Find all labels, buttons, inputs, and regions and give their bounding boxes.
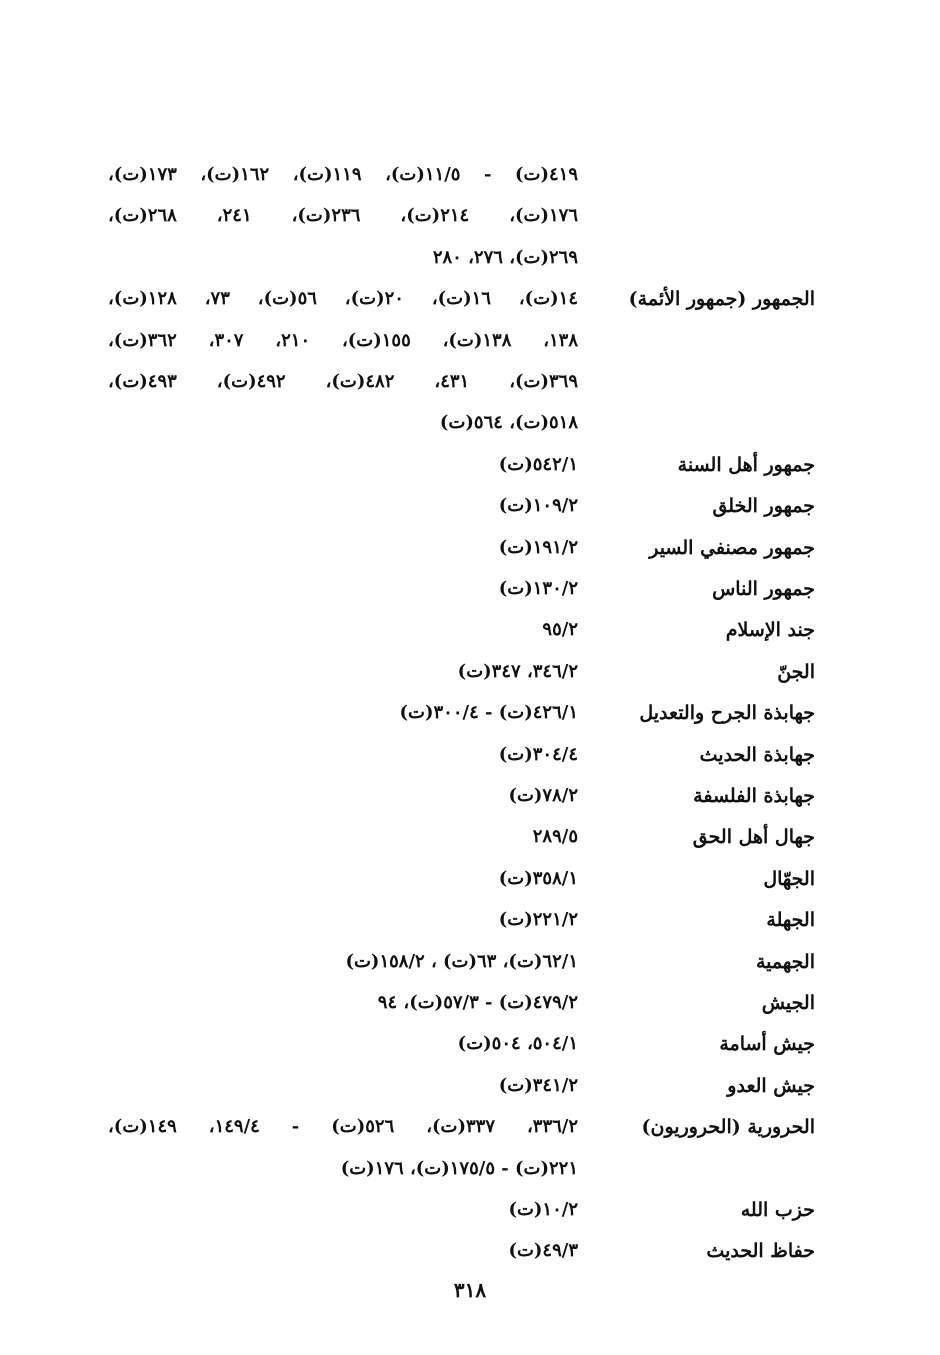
index-term: جهابذة الحديث [699,744,815,766]
index-line [0,445,940,485]
page-references: ١٠٩/٢(ت) [498,495,578,516]
index-line [0,693,940,733]
index-line [0,942,940,982]
page-references: ٩٥/٢ [542,619,578,640]
index-line [0,900,940,940]
index-line [0,279,940,319]
index-term: الجيش [761,992,815,1014]
page-references: ٧٨/٢(ت) [508,785,578,806]
page-references: ٥١٨(ت)، ٥٦٤(ت) [439,412,578,433]
index-term: الجهّال [763,868,815,890]
index-term: جهال أهل الحق [692,826,815,848]
page-references: ١٣٠/٢(ت) [498,578,578,599]
index-term: الجهلة [766,909,815,931]
index-line [0,321,940,361]
page-references: ١٩١/٢(ت) [498,537,578,558]
index-line [0,528,940,568]
index-line [0,155,940,195]
page-number: ٣١٨ [453,1278,487,1302]
index-line [0,403,940,443]
index-line [0,859,940,899]
page-references: ٤٢٦/١(ت) - ٣٠٠/٤(ت) [399,702,578,723]
index-term: جمهور مصنفي السير [649,537,815,559]
page-references: ٦٢/١(ت)، ٦٣(ت) ، ١٥٨/٢(ت) [345,951,578,972]
index-line [0,776,940,816]
index-line [0,1107,940,1147]
index-line [0,652,940,692]
index-line [0,1190,940,1230]
page-references: ٣٠٤/٤(ت) [498,744,578,765]
index-term: الحرورية (الحروريون) [641,1116,815,1138]
index-term: جهابذة الفلسفة [693,785,815,807]
page-references: ١٠/٢(ت) [508,1199,578,1220]
index-line [0,983,940,1023]
index-line [0,1149,940,1189]
page-references: ٣٤١/٢(ت) [498,1075,578,1096]
page-references: ٢٨٩/٥ [532,826,578,847]
page-references: ٢٢١(ت) - ١٧٥/٥(ت)، ١٧٦(ت) [340,1158,578,1179]
index-line [0,569,940,609]
index-term: الجمهور (جمهور الأئمة) [628,288,815,310]
page-references: ٤١٩(ت) - ١١/٥(ت)، ١١٩(ت)، ١٦٢(ت)، ١٧٣(ت)، [108,164,579,185]
page-references: ١٤(ت)، ١٦(ت)، ٢٠(ت)، ٥٦(ت)، ٧٣، ١٢٨(ت)، [108,288,578,309]
page-references: ٢٦٩(ت)، ٢٧٦، ٢٨٠ [432,247,578,268]
index-term: حزب الله [740,1199,815,1221]
index-line [0,610,940,650]
page-references: ٢٢١/٢(ت) [498,909,578,930]
index-line [0,196,940,236]
page-references: ٣٤٦/٢، ٣٤٧(ت) [457,661,578,682]
page-references: ١٧٦(ت)، ٢١٤(ت)، ٢٣٦(ت)، ٢٤١، ٢٦٨(ت)، [108,205,579,226]
index-line [0,1231,940,1271]
index-line [0,817,940,857]
index-line [0,1024,940,1064]
index-line [0,1066,940,1106]
index-term: جيش أسامة [719,1033,815,1055]
page-references: ٤٧٩/٢(ت) - ٥٧/٣(ت)، ٩٤ [377,992,578,1013]
index-term: الجهمية [756,951,815,973]
page-references: ٤٩/٣(ت) [508,1240,578,1261]
index-term: الجنّ [777,661,815,683]
index-term: حفاظ الحديث [706,1240,815,1262]
page-references: ٥٠٤/١، ٥٠٤(ت) [457,1033,578,1054]
index-line [0,238,940,278]
index-term: جمهور الناس [712,578,815,600]
index-term: جمهور أهل السنة [677,454,815,476]
page-references: ٣٥٨/١(ت) [498,868,578,889]
index-line [0,486,940,526]
page-references: ٣٣٦/٢، ٣٣٧(ت)، ٥٢٦(ت) - ١٤٩/٤، ١٤٩(ت)، [108,1116,579,1137]
index-term: جمهور الخلق [712,495,815,517]
page-references: ١٣٨، ١٣٨(ت)، ١٥٥(ت)، ٢١٠، ٣٠٧، ٣٦٢(ت)، [108,330,579,351]
index-line [0,735,940,775]
index-term: جيش العدو [727,1075,815,1097]
page-references: ٣٦٩(ت)، ٤٣١، ٤٨٢(ت)، ٤٩٢(ت)، ٤٩٣(ت)، [108,371,579,392]
page-references: ٥٤٢/١(ت) [498,454,578,475]
index-line [0,362,940,402]
index-term: جند الإسلام [725,619,815,641]
index-term: جهابذة الجرح والتعديل [639,702,815,724]
